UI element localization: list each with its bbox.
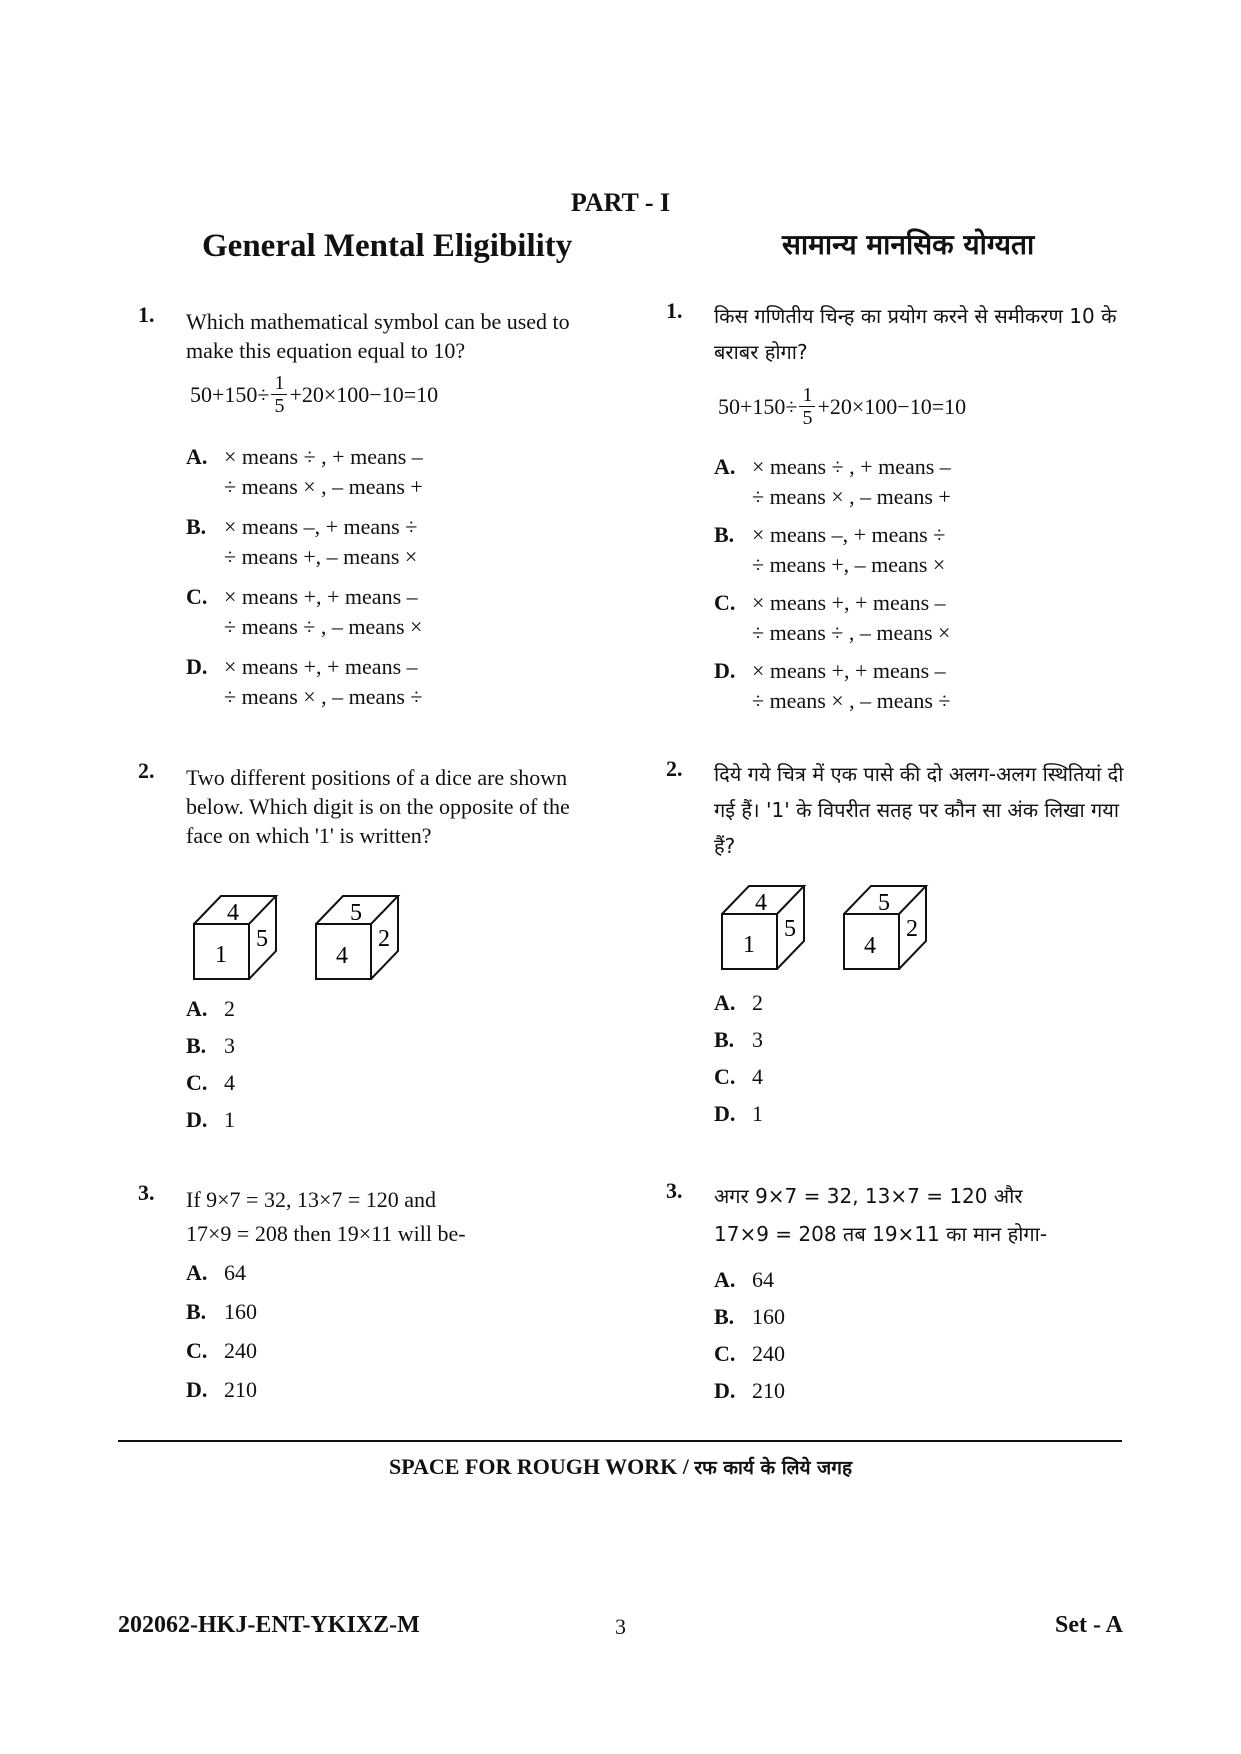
dice-1-top-face: 4 bbox=[755, 890, 767, 916]
equation bbox=[718, 384, 966, 429]
option-b bbox=[714, 1302, 785, 1332]
option-b bbox=[714, 520, 945, 580]
option-value: 3 bbox=[224, 1033, 235, 1058]
dice-1-front-face: 1 bbox=[215, 942, 227, 968]
option-c bbox=[186, 1068, 235, 1098]
option-d bbox=[186, 652, 422, 712]
option-label: C. bbox=[186, 1338, 208, 1363]
option-value: 1 bbox=[752, 1101, 763, 1126]
question-text: Two different positions of a dice are shown below. Which digit is on the opposite of the face on which '1' is written? bbox=[186, 765, 570, 848]
option-line-2: ÷ means × , – means ÷ bbox=[752, 688, 951, 713]
question-number: 3. bbox=[138, 1180, 155, 1205]
question-line-2: 17×9 = 208 then 19×11 will be- bbox=[186, 1221, 466, 1246]
option-c bbox=[186, 1336, 257, 1366]
equation-left: 50+150÷ bbox=[190, 381, 270, 407]
option-label: B. bbox=[186, 1299, 207, 1324]
equation-right: +20×100−10=10 bbox=[289, 381, 439, 407]
option-c bbox=[714, 588, 950, 648]
option-a bbox=[714, 988, 763, 1018]
option-line-2: ÷ means +, – means × bbox=[224, 544, 418, 569]
option-label: D. bbox=[714, 658, 736, 683]
option-label: A. bbox=[714, 990, 736, 1015]
question-line-2: 17×9 = 208 तब 19×11 का मान होगा- bbox=[714, 1222, 1048, 1246]
option-value: 160 bbox=[752, 1304, 785, 1329]
option-line-1: × means +, + means – bbox=[224, 584, 418, 609]
option-a bbox=[186, 994, 235, 1024]
page-number: 3 bbox=[615, 1614, 626, 1639]
dice-figure bbox=[190, 888, 430, 988]
section-title-hindi: सामान्य मानसिक योग्यता bbox=[782, 228, 1035, 261]
option-value: 160 bbox=[224, 1299, 257, 1324]
part-heading: PART - I bbox=[570, 188, 671, 217]
question-text: Which mathematical symbol can be used to make this equation equal to 10? bbox=[186, 309, 570, 363]
section-title-english: General Mental Eligibility bbox=[202, 228, 573, 264]
option-d bbox=[714, 1099, 763, 1129]
option-label: A. bbox=[186, 1260, 208, 1285]
equation-right: +20×100−10=10 bbox=[817, 393, 967, 419]
dice-1-side-face: 5 bbox=[256, 926, 268, 952]
option-d bbox=[714, 656, 950, 716]
option-a bbox=[714, 1265, 774, 1295]
dice-1-top-face: 4 bbox=[227, 900, 239, 926]
option-label: C. bbox=[714, 590, 736, 615]
option-value: 2 bbox=[752, 990, 763, 1015]
option-value: 4 bbox=[752, 1064, 763, 1089]
fraction-numerator: 1 bbox=[799, 384, 815, 407]
option-label: B. bbox=[186, 1033, 207, 1058]
option-label: A. bbox=[186, 444, 208, 469]
equation-fraction bbox=[271, 372, 287, 417]
dice-2-top-face: 5 bbox=[878, 890, 890, 916]
fraction-denominator: 5 bbox=[274, 395, 285, 417]
question-number: 1. bbox=[138, 302, 155, 327]
option-c bbox=[714, 1062, 763, 1092]
option-label: D. bbox=[714, 1101, 736, 1126]
dice-2-front-face: 4 bbox=[336, 943, 348, 969]
option-value: 64 bbox=[752, 1267, 774, 1292]
option-label: C. bbox=[714, 1064, 736, 1089]
option-value: 1 bbox=[224, 1107, 235, 1132]
option-line-1: × means +, + means – bbox=[752, 590, 946, 615]
dice-2-side-face: 2 bbox=[378, 926, 390, 952]
option-label: C. bbox=[186, 1070, 208, 1095]
equation-fraction bbox=[799, 384, 815, 429]
option-label: C. bbox=[714, 1341, 736, 1366]
option-value: 64 bbox=[224, 1260, 246, 1285]
option-b bbox=[186, 1297, 257, 1327]
option-a bbox=[186, 442, 423, 502]
equation-left: 50+150÷ bbox=[718, 393, 798, 419]
question-text: किस गणितीय चिन्ह का प्रयोग करने से समीकरण 10 के बराबर होगा? bbox=[714, 304, 1117, 364]
question-number: 2. bbox=[138, 758, 155, 783]
option-line-1: × means +, + means – bbox=[224, 654, 418, 679]
option-a bbox=[714, 452, 951, 512]
option-value: 240 bbox=[752, 1341, 785, 1366]
option-line-1: × means –, + means ÷ bbox=[752, 522, 946, 547]
option-label: D. bbox=[186, 654, 208, 679]
dice-2-side-face: 2 bbox=[906, 916, 918, 942]
set-label: Set - A bbox=[1055, 1612, 1123, 1638]
option-line-2: ÷ means × , – means + bbox=[224, 474, 423, 499]
option-line-1: × means ÷ , + means – bbox=[224, 444, 423, 469]
fraction-numerator: 1 bbox=[271, 372, 287, 395]
option-line-2: ÷ means +, – means × bbox=[752, 552, 946, 577]
dice-figure bbox=[718, 878, 958, 978]
option-b bbox=[714, 1025, 763, 1055]
option-d bbox=[186, 1375, 257, 1405]
option-label: D. bbox=[714, 1378, 736, 1403]
question-line-1: अगर 9×7 = 32, 13×7 = 120 और bbox=[714, 1184, 1023, 1208]
dice-1-front-face: 1 bbox=[743, 932, 755, 958]
option-label: B. bbox=[186, 514, 207, 539]
equation bbox=[190, 372, 438, 417]
option-value: 2 bbox=[224, 996, 235, 1021]
option-label: B. bbox=[714, 522, 735, 547]
option-line-1: × means ÷ , + means – bbox=[752, 454, 951, 479]
question-text: दिये गये चित्र में एक पासे की दो अलग-अलग स्थितियां दी गई हैं। '1' के विपरीत सतह पर कौन सा अंक लिखा गया हैं? bbox=[714, 762, 1124, 858]
option-label: C. bbox=[186, 584, 208, 609]
paper-code: 202062-HKJ-ENT-YKIXZ-M bbox=[118, 1612, 420, 1638]
option-line-1: × means –, + means ÷ bbox=[224, 514, 418, 539]
option-value: 240 bbox=[224, 1338, 257, 1363]
option-line-2: ÷ means ÷ , – means × bbox=[224, 614, 423, 639]
option-c bbox=[186, 582, 422, 642]
option-line-2: ÷ means ÷ , – means × bbox=[752, 620, 951, 645]
question-number: 3. bbox=[666, 1178, 683, 1203]
option-d bbox=[714, 1376, 785, 1406]
option-label: A. bbox=[714, 1267, 736, 1292]
option-a bbox=[186, 1258, 246, 1288]
option-label: A. bbox=[714, 454, 736, 479]
rough-work-hindi: रफ कार्य के लिये जगह bbox=[694, 1457, 853, 1479]
option-line-2: ÷ means × , – means ÷ bbox=[224, 684, 423, 709]
option-line-2: ÷ means × , – means + bbox=[752, 484, 951, 509]
option-c bbox=[714, 1339, 785, 1369]
option-b bbox=[186, 1031, 235, 1061]
option-value: 3 bbox=[752, 1027, 763, 1052]
question-number: 1. bbox=[666, 298, 683, 323]
option-value: 210 bbox=[224, 1377, 257, 1402]
question-number: 2. bbox=[666, 756, 683, 781]
option-label: D. bbox=[186, 1107, 208, 1132]
dice-2-front-face: 4 bbox=[864, 933, 876, 959]
dice-2-top-face: 5 bbox=[350, 900, 362, 926]
option-value: 4 bbox=[224, 1070, 235, 1095]
rough-work-label bbox=[0, 1454, 1241, 1480]
option-label: B. bbox=[714, 1027, 735, 1052]
option-label: D. bbox=[186, 1377, 208, 1402]
option-value: 210 bbox=[752, 1378, 785, 1403]
option-label: B. bbox=[714, 1304, 735, 1329]
question-line-1: If 9×7 = 32, 13×7 = 120 and bbox=[186, 1187, 437, 1212]
option-label: A. bbox=[186, 996, 208, 1021]
option-d bbox=[186, 1105, 235, 1135]
dice-1-side-face: 5 bbox=[784, 916, 796, 942]
divider-line bbox=[118, 1440, 1122, 1442]
rough-work-english: SPACE FOR ROUGH WORK / bbox=[388, 1454, 689, 1479]
option-b bbox=[186, 512, 417, 572]
option-line-1: × means +, + means – bbox=[752, 658, 946, 683]
fraction-denominator: 5 bbox=[802, 407, 813, 429]
